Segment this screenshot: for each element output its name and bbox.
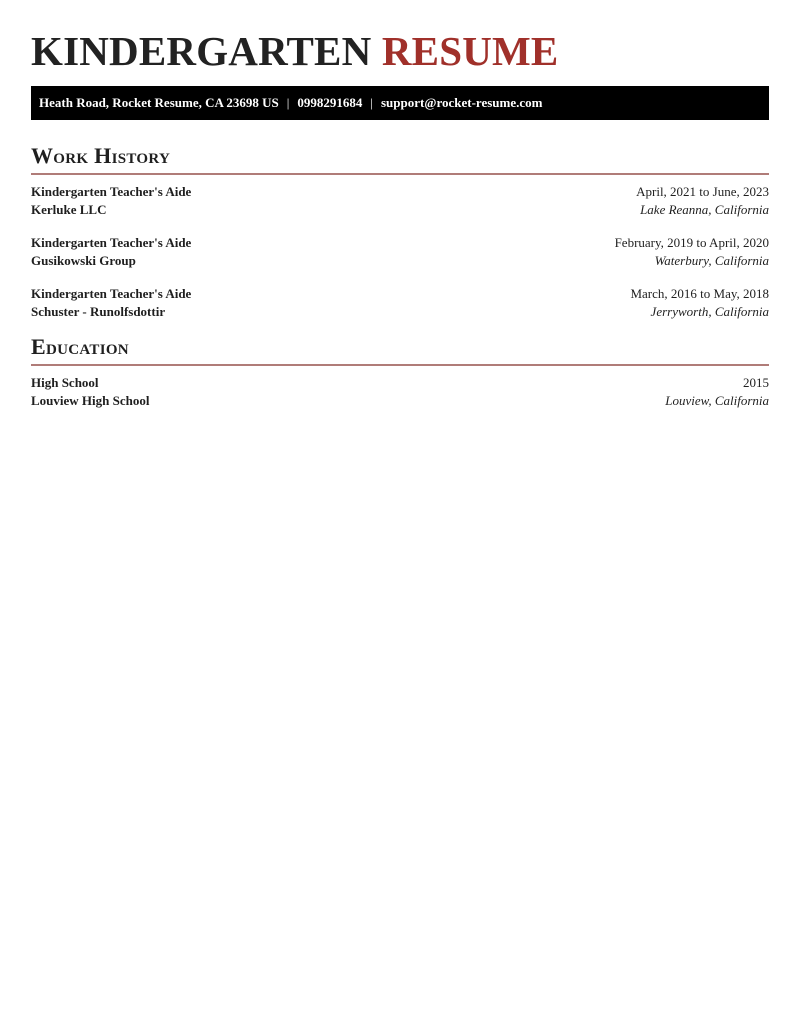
job-dates: April, 2021 to June, 2023	[636, 184, 769, 199]
job-dates: March, 2016 to May, 2018	[630, 286, 769, 301]
company-name: Kerluke LLC	[31, 202, 107, 217]
contact-address: Heath Road, Rocket Resume, CA 23698 US	[39, 95, 279, 110]
work-history-heading: Work History	[31, 143, 769, 175]
job-dates: February, 2019 to April, 2020	[614, 235, 769, 250]
school-name: Louview High School	[31, 393, 150, 408]
company-name: Schuster - Runolfsdottir	[31, 304, 166, 319]
contact-separator: |	[370, 95, 373, 110]
job-title: Kindergarten Teacher's Aide	[31, 286, 192, 301]
contact-phone: 0998291684	[297, 95, 363, 110]
education-heading: Education	[31, 334, 769, 366]
education-list	[31, 374, 769, 410]
contact-email: support@rocket-resume.com	[381, 95, 543, 110]
school-location: Louview, California	[665, 393, 769, 408]
resume-page	[31, 0, 769, 410]
job-location: Lake Reanna, California	[640, 202, 769, 217]
education-entry	[31, 374, 769, 410]
graduation-year: 2015	[743, 375, 769, 390]
title-first-word: KINDERGARTEN	[31, 28, 372, 74]
job-title: Kindergarten Teacher's Aide	[31, 184, 192, 199]
title-second-word: RESUME	[381, 28, 559, 74]
work-entry	[31, 234, 769, 270]
contact-separator: |	[286, 95, 290, 110]
work-history-list	[31, 183, 769, 321]
degree-name: High School	[31, 375, 99, 390]
job-location: Jerryworth, California	[650, 304, 769, 319]
resume-title	[31, 0, 769, 73]
contact-bar	[31, 86, 769, 120]
company-name: Gusikowski Group	[31, 253, 136, 268]
work-entry	[31, 285, 769, 321]
job-title: Kindergarten Teacher's Aide	[31, 235, 192, 250]
job-location: Waterbury, California	[654, 253, 769, 268]
work-entry	[31, 183, 769, 219]
